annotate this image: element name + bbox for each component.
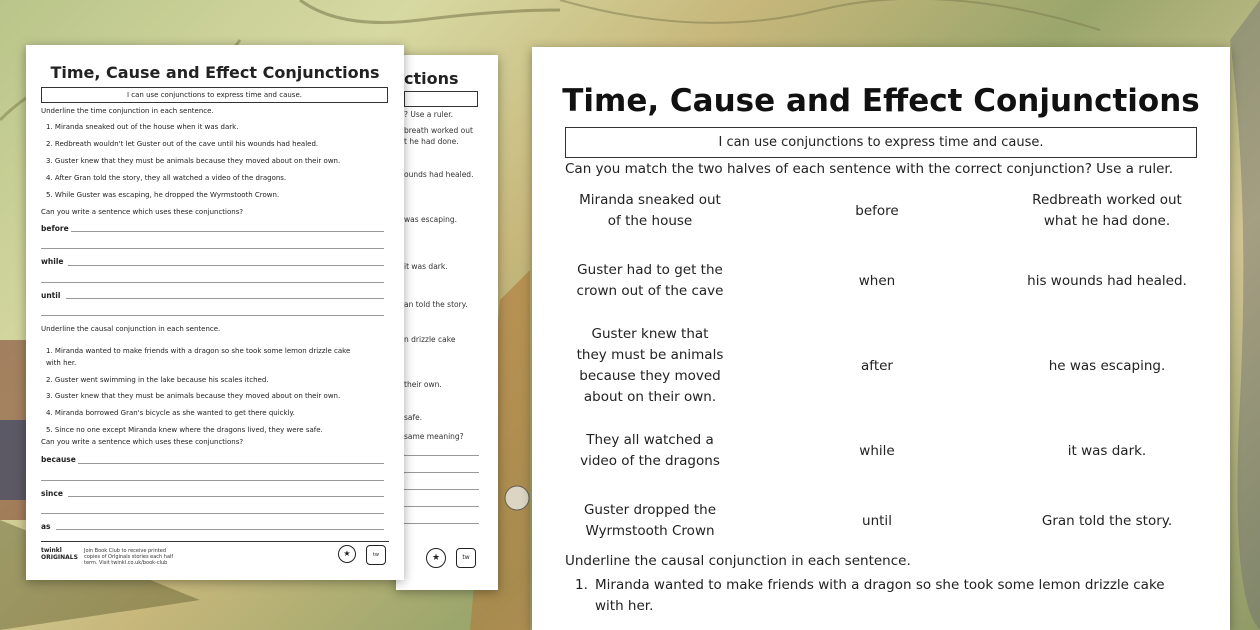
writing-line [41, 315, 384, 316]
page-title: Time, Cause and Effect Conjunctions [562, 83, 1200, 119]
conjunction: after [861, 358, 893, 374]
word-label: until [41, 291, 61, 300]
back-fragment: same meaning? [404, 432, 464, 441]
line: Guster had to get the [577, 262, 723, 278]
back-fragment: safe. [404, 413, 423, 422]
writing-line [68, 265, 384, 266]
writing-line [404, 489, 479, 490]
line: Miranda sneaked out [579, 192, 721, 208]
item-text: Miranda wanted to make friends with a dragon so she took some lemon drizzle cake with her. [595, 577, 1165, 614]
word-label: since [41, 489, 63, 498]
line: because they moved [579, 368, 721, 384]
write-prompt: Can you write a sentence which uses these conjunctions? [41, 208, 244, 216]
cause-sentence: 1. Miranda wanted to make friends with a dragon so she took some lemon drizzle cake [46, 347, 351, 355]
left-worksheet [26, 45, 404, 580]
writing-line [404, 472, 479, 473]
conjunction: while [859, 443, 895, 459]
back-fragment: t he had done. [404, 137, 459, 146]
cause-sentence: 3. Guster knew that they must be animals because they moved about on their own. [46, 392, 341, 400]
write-prompt: Can you write a sentence which uses these conjunctions? [41, 438, 244, 446]
sentence-first-half [560, 324, 740, 408]
line: they must be animals [576, 347, 724, 363]
writing-line [41, 282, 384, 283]
time-sentence: 2. Redbreath wouldn't let Guster out of the cave until his wounds had healed. [46, 140, 319, 148]
writing-line [404, 506, 479, 507]
star-badge-icon: ★ [338, 545, 356, 563]
writing-line [404, 523, 479, 524]
line: his wounds had healed. [1027, 273, 1187, 289]
writing-line [404, 455, 479, 456]
back-fragment: it was dark. [404, 262, 448, 271]
back-objective-box [404, 91, 478, 107]
sentence-second-half [1002, 441, 1212, 462]
back-fragment: an told the story. [404, 300, 468, 309]
back-fragment: ? Use a ruler. [404, 110, 454, 119]
line: of the house [607, 213, 693, 229]
writing-line [41, 513, 384, 514]
line: Gran told the story. [1041, 513, 1173, 529]
sentence-first-half [560, 260, 740, 302]
objective-box: I can use conjunctions to express time and cause. [565, 127, 1197, 158]
left-objective: I can use conjunctions to express time and cause. [41, 87, 388, 103]
twinkl-logo-icon: tw [456, 548, 476, 568]
match-question: Can you match the two halves of each sentence with the correct conjunction? Use a ruler. [565, 161, 1174, 177]
cause-sentence-item [575, 575, 1175, 617]
sentence-second-half [1002, 356, 1212, 377]
writing-line [41, 248, 384, 249]
sentence-first-half [560, 190, 740, 232]
back-fragment: ounds had healed. [404, 170, 474, 179]
line: Redbreath worked out [1032, 192, 1182, 208]
word-label: while [41, 257, 64, 266]
line: about on their own. [583, 389, 717, 405]
instruction-time: Underline the time conjunction in each sentence. [41, 107, 214, 115]
footer-text: Join Book Club to receive printed copies of Originals stories each half term. Visit twinkl.co.uk/book-club [84, 548, 174, 566]
line: crown out of the cave [576, 283, 724, 299]
word-label: as [41, 522, 51, 531]
line: what he had done. [1043, 213, 1171, 229]
word-label: before [41, 224, 69, 233]
back-fragment: breath worked out [404, 126, 473, 135]
cause-sentence: with her. [46, 359, 77, 367]
line: Guster knew that [591, 326, 709, 342]
time-sentence: 5. While Guster was escaping, he dropped the Wyrmstooth Crown. [46, 191, 280, 199]
time-sentence: 3. Guster knew that they must be animals because they moved about on their own. [46, 157, 341, 165]
writing-line [66, 298, 384, 299]
time-sentence: 4. After Gran told the story, they all watched a video of the dragons. [46, 174, 287, 182]
star-badge-icon: ★ [426, 548, 446, 568]
back-title-fragment: ctions [404, 69, 459, 88]
line: They all watched a [586, 432, 714, 448]
line: Guster dropped the [583, 502, 717, 518]
cause-sentence: 2. Guster went swimming in the lake because his scales itched. [46, 376, 269, 384]
sentence-second-half [1002, 511, 1212, 532]
conjunction: before [855, 203, 899, 219]
back-worksheet [396, 55, 498, 590]
writing-line [78, 463, 384, 464]
sentence-second-half [1002, 190, 1212, 232]
line: he was escaping. [1048, 358, 1166, 374]
back-fragment: their own. [404, 380, 442, 389]
conjunction: until [862, 513, 892, 529]
sentence-first-half [560, 500, 740, 542]
twinkl-originals-logo: twinkl ORIGINALS [41, 547, 78, 561]
writing-line [56, 529, 384, 530]
twinkl-logo-icon: tw [366, 545, 386, 565]
back-fragment: n drizzle cake [404, 335, 456, 344]
item-number: 1. [575, 577, 588, 593]
sentence-second-half [1002, 271, 1212, 292]
word-label: because [41, 455, 76, 464]
instruction-cause: Underline the causal conjunction in each sentence. [41, 325, 221, 333]
cause-sentence: 5. Since no one except Miranda knew where the dragons lived, they were safe. [46, 426, 323, 434]
sentence-first-half [560, 430, 740, 472]
cause-sentence: 4. Miranda borrowed Gran's bicycle as she wanted to get there quickly. [46, 409, 295, 417]
writing-line [41, 480, 384, 481]
line: video of the dragons [580, 453, 720, 469]
writing-line [71, 231, 384, 232]
conjunction: when [858, 273, 896, 289]
right-worksheet [532, 47, 1230, 630]
footer-divider [41, 541, 389, 542]
writing-line [68, 496, 384, 497]
line: it was dark. [1067, 443, 1147, 459]
instruction-cause: Underline the causal conjunction in each sentence. [565, 553, 911, 569]
back-fragment: was escaping. [404, 215, 458, 224]
left-title: Time, Cause and Effect Conjunctions [50, 63, 380, 82]
line: Wyrmstooth Crown [585, 523, 715, 539]
time-sentence: 1. Miranda sneaked out of the house when it was dark. [46, 123, 239, 131]
